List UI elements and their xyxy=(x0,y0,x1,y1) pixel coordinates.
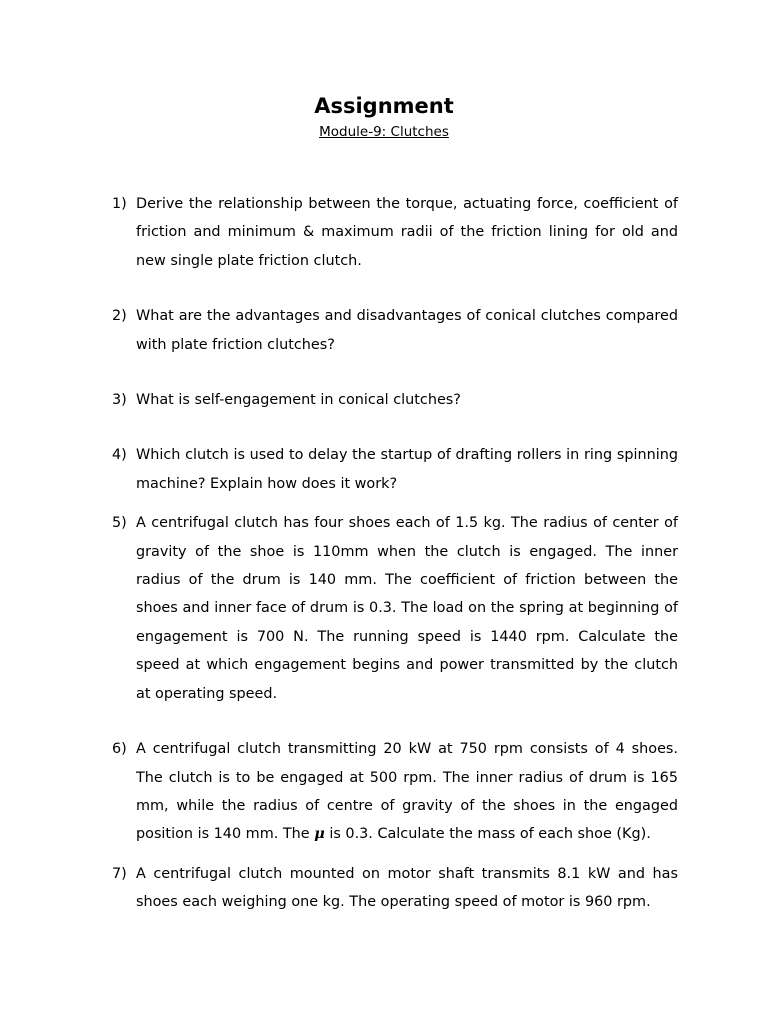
page-title: Assignment xyxy=(314,94,454,118)
question-text-part: is 0.3. Calculate the mass of each shoe (Kg). xyxy=(324,826,651,843)
question-item xyxy=(112,302,678,359)
question-item xyxy=(112,735,678,849)
question-text: A centrifugal clutch has four shoes each of 1.5 kg. The radius of center of gravity of the shoe is 110mm when the clutch is engaged. The inner radius of the drum is 140 mm. The coefficient of friction between the shoes and inner face of drum is 0.3. The load on the spring at beginning of engagement is 700 N. The running speed is 1440 rpm. Calculate the speed at which engagement begins and power transmitted by the clutch at operating speed. xyxy=(136,515,678,702)
question-number: 1) xyxy=(112,196,127,212)
question-item xyxy=(112,441,678,498)
question-number: 7) xyxy=(112,865,127,882)
question-number: 6) xyxy=(112,741,127,758)
question-text: What are the advantages and disadvantages of conical clutches compared with plate friction clutches? xyxy=(136,308,678,353)
question-text: Derive the relationship between the torque, actuating force, coefficient of friction and minimum & maximum radii of the friction lining for old and new single plate friction clutch. xyxy=(136,196,678,269)
question-text: A centrifugal clutch mounted on motor shaft transmits 8.1 kW and has shoes each weighing one kg. The operating speed of motor is 960 rpm. xyxy=(136,865,678,911)
question-item xyxy=(112,190,678,275)
question-text: Which clutch is used to delay the startup of drafting rollers in ring spinning machine? Explain how does it work? xyxy=(136,447,678,492)
mu-symbol: μ xyxy=(314,825,325,843)
page-subtitle: Module-9: Clutches xyxy=(319,124,449,140)
question-list xyxy=(112,190,678,944)
question-number: 3) xyxy=(112,392,127,409)
question-number: 4) xyxy=(112,447,127,464)
question-text xyxy=(136,735,678,849)
question-text-part: A centrifugal clutch transmitting 20 kW at 750 rpm consists of 4 shoes. The clutch is to be engaged at 500 rpm. The inner radius of drum is 165 mm, while the radius of centre of gravity of the shoes in the engaged position is 140 mm. The xyxy=(136,741,678,843)
question-text: What is self-engagement in conical clutches? xyxy=(136,392,461,409)
question-item xyxy=(112,386,678,414)
question-number: 5) xyxy=(112,515,127,532)
question-item xyxy=(112,509,678,708)
question-item xyxy=(112,860,678,917)
question-number: 2) xyxy=(112,308,127,325)
